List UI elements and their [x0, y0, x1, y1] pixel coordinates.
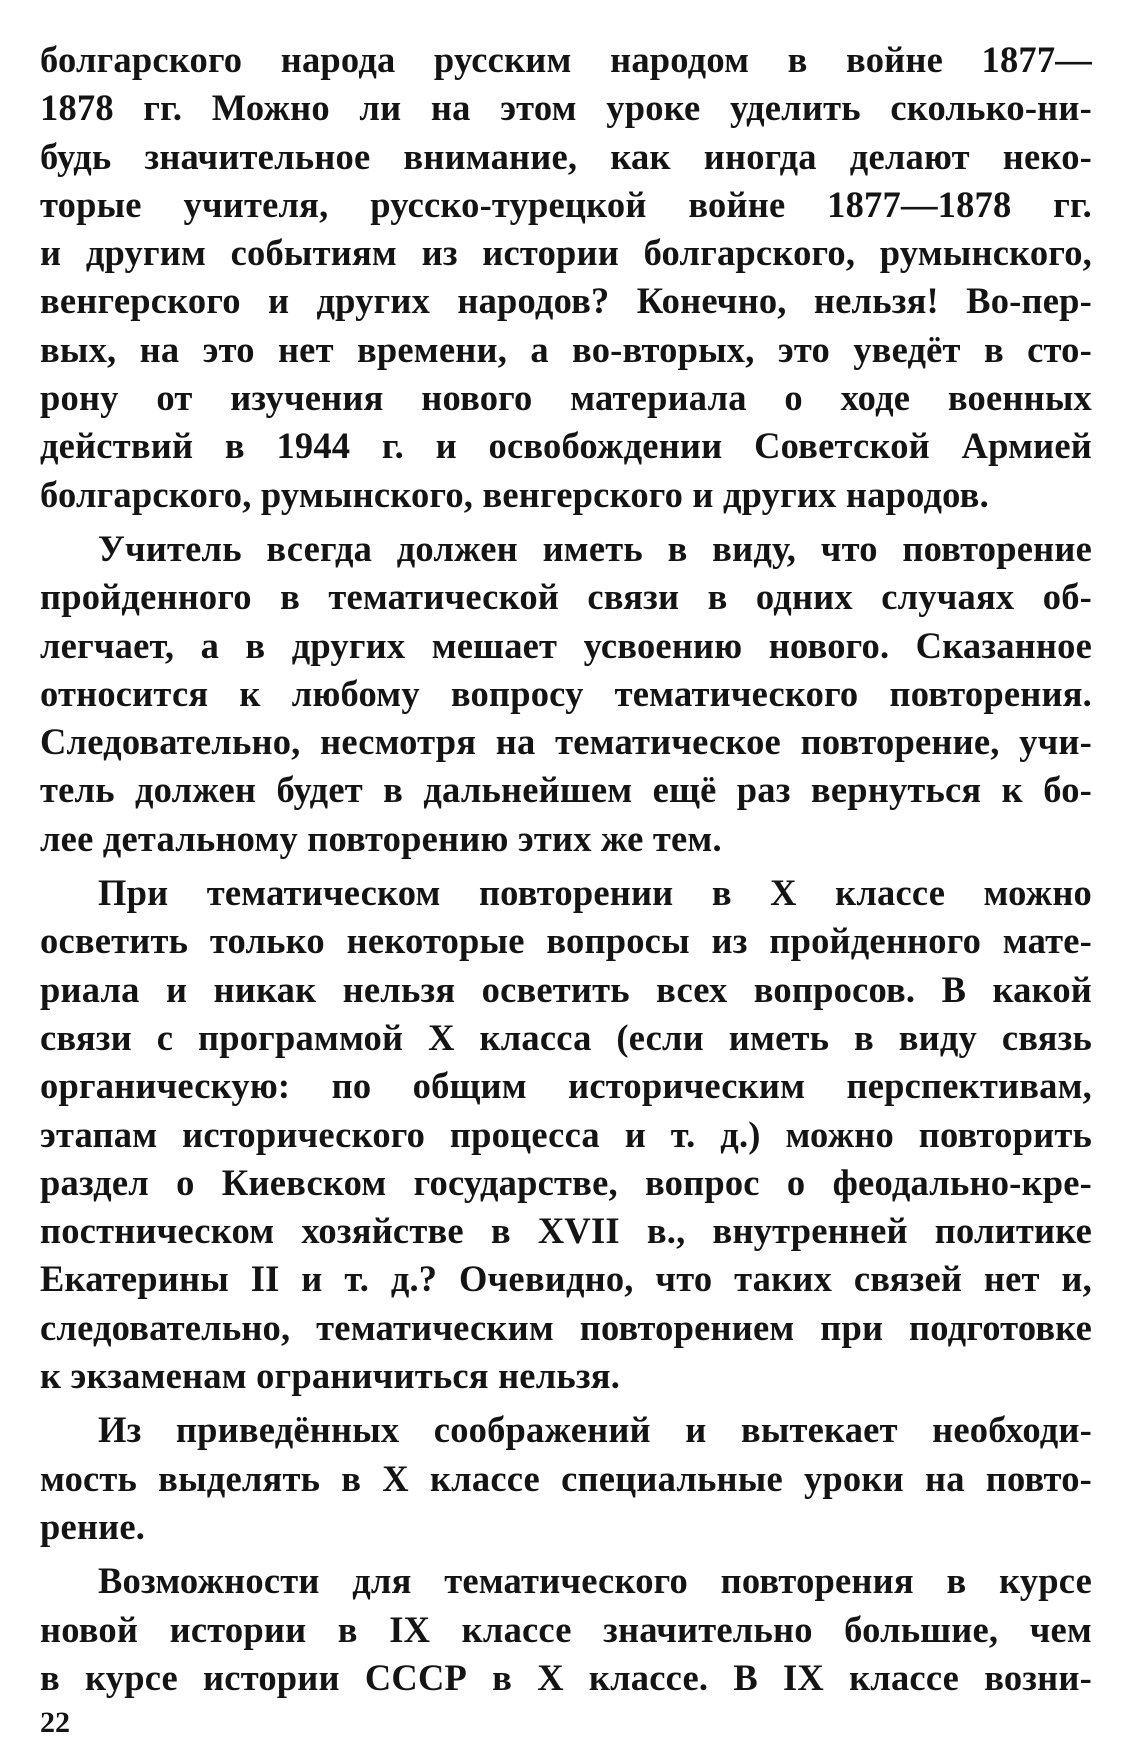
text-line: этапам исторического процесса и т. д.) можно повторить	[40, 1113, 1092, 1155]
text-line: болгарского народа русским народом в войне 1877—	[40, 39, 1092, 80]
paragraph	[40, 36, 1092, 519]
text-line: осветить только некоторые вопросы из пройденного мате-	[40, 920, 1092, 962]
text-line: относится к любому вопросу тематического повторения.	[40, 672, 1092, 714]
text-line: следовательно, тематическим повторением при подготовке	[40, 1306, 1092, 1348]
text-line: Возможности для тематического повторения в курсе	[98, 1560, 1092, 1602]
text-line: связи с программой X класса (если иметь в виду связь	[40, 1016, 1092, 1058]
text-line: тель должен будет в дальнейшем ещё раз вернуться к бо-	[40, 769, 1092, 811]
text-line: При тематическом повторении в X классе можно	[98, 872, 1092, 914]
text-line: в курсе истории СССР в X классе. В IX классе возни-	[40, 1656, 1092, 1698]
paragraph	[40, 525, 1092, 863]
page-text	[40, 36, 1092, 1702]
text-line: Учитель всегда должен иметь в виду, что повторение	[98, 527, 1092, 569]
text-line: рение.	[40, 1505, 146, 1547]
text-line: рону от изучения нового материала о ходе военных	[40, 377, 1092, 419]
text-line: болгарского, румынского, венгерского и других народов.	[40, 473, 989, 515]
text-line: лее детальному повторению этих же тем.	[40, 817, 722, 859]
text-line: органическую: по общим историческим перспективам,	[40, 1065, 1092, 1107]
text-line: легчает, а в других мешает усвоению нового. Сказанное	[40, 624, 1092, 666]
text-line: новой истории в IX классе значительно большие, чем	[40, 1608, 1092, 1650]
page-number: 22	[40, 1706, 70, 1739]
text-line: мость выделять в X классе специальные уроки на повто-	[40, 1457, 1092, 1499]
text-line: 1878 гг. Можно ли на этом уроке уделить сколько-ни-	[40, 87, 1092, 129]
text-line: торые учителя, русско-турецкой войне 1877—1878 гг.	[40, 183, 1092, 225]
paragraph	[40, 1557, 1092, 1702]
paragraph	[40, 1406, 1092, 1551]
text-line: и другим событиям из истории болгарского, румынского,	[40, 232, 1092, 274]
text-line: Екатерины II и т. д.? Очевидно, что таких связей нет и,	[40, 1258, 1092, 1300]
text-line: раздел о Киевском государстве, вопрос о феодально-кре-	[40, 1161, 1092, 1203]
text-line: риала и никак нельзя осветить всех вопросов. В какой	[40, 968, 1092, 1010]
text-line: венгерского и других народов? Конечно, нельзя! Во-пер-	[40, 280, 1092, 322]
text-line: будь значительное внимание, как иногда делают неко-	[40, 135, 1092, 177]
text-line: Следовательно, несмотря на тематическое повторение, учи-	[40, 721, 1092, 763]
text-line: к экзаменам ограничиться нельзя.	[40, 1355, 621, 1397]
text-line: вых, на это нет времени, а во-вторых, это уведёт в сто-	[40, 328, 1092, 370]
text-line: постническом хозяйстве в XVII в., внутренней политике	[40, 1210, 1092, 1252]
text-line: действий в 1944 г. и освобождении Советской Армией	[40, 425, 1092, 467]
paragraph	[40, 869, 1092, 1400]
text-line: Из приведённых соображений и вытекает необходи-	[98, 1409, 1092, 1451]
text-line: пройденного в тематической связи в одних случаях об-	[40, 576, 1092, 618]
